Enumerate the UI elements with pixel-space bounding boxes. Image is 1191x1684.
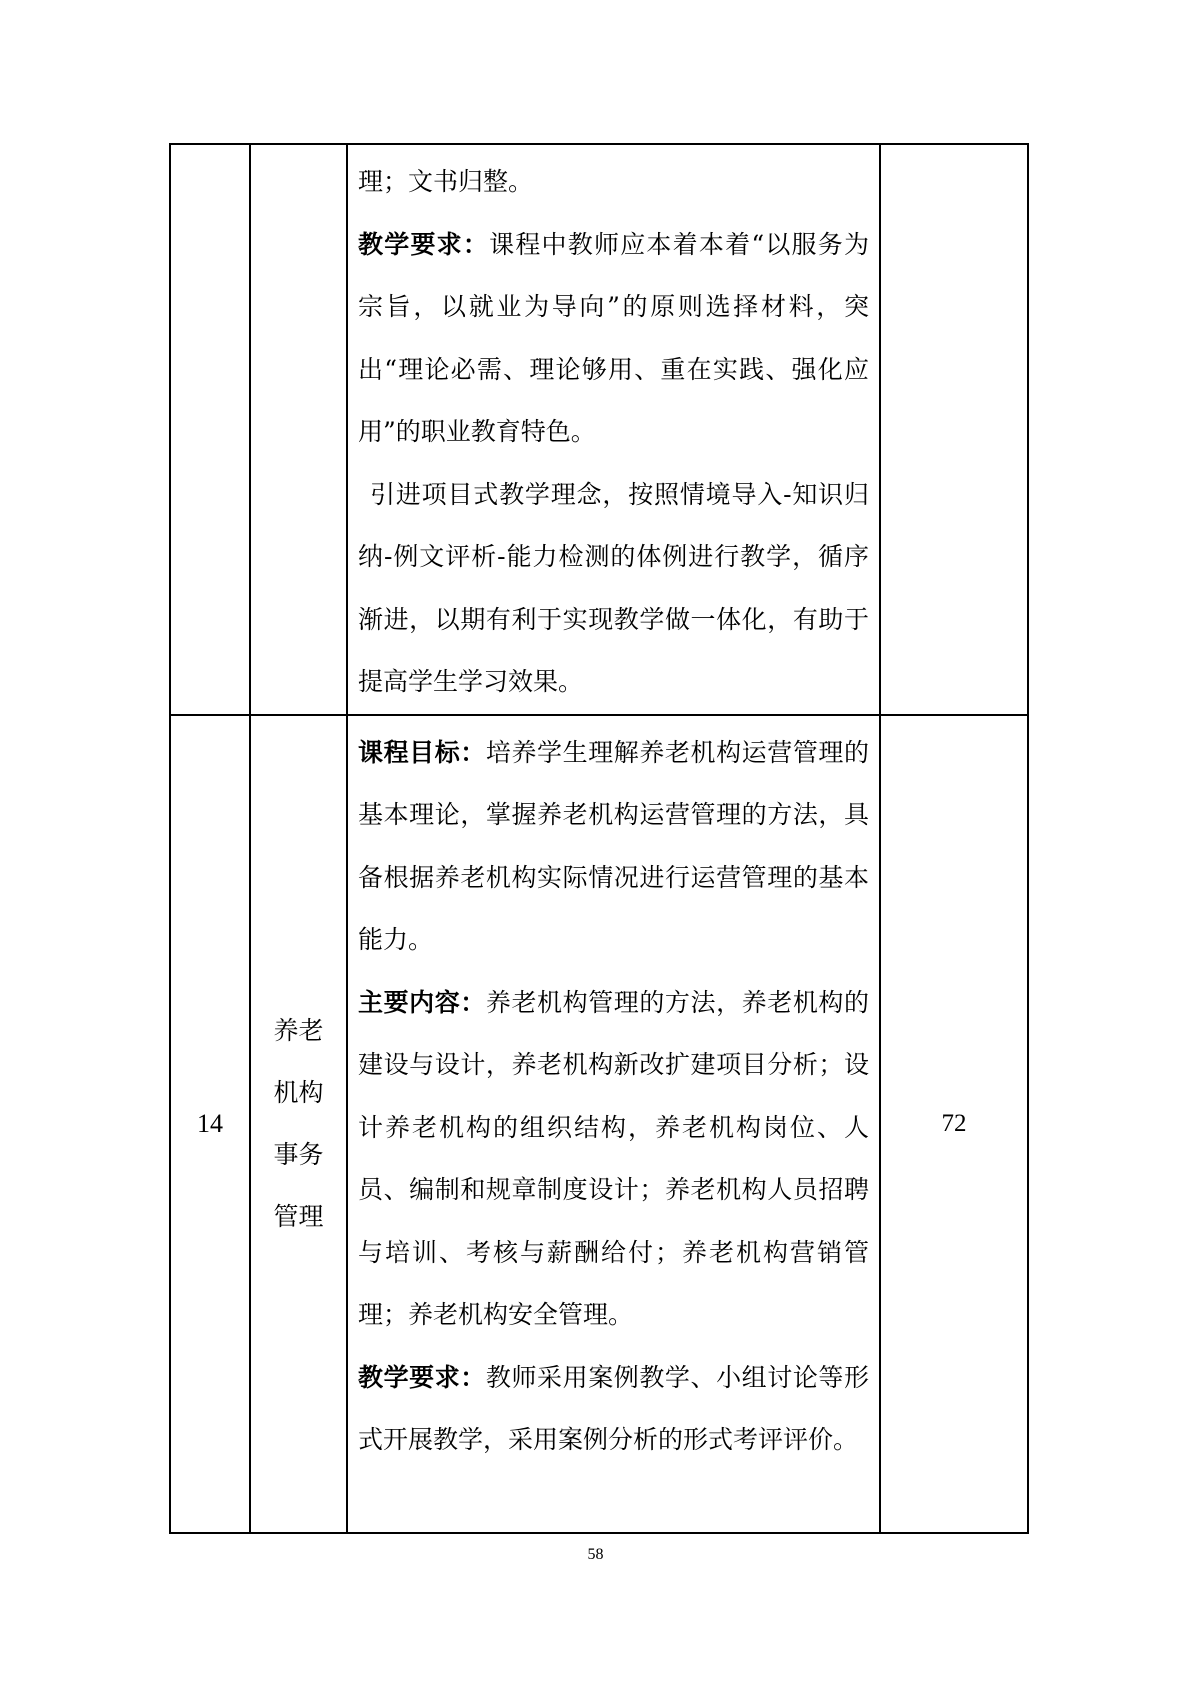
course-name-line: 养老 [273, 1015, 324, 1045]
description-paragraph [358, 151, 869, 214]
course-hours-cell: 72 [880, 715, 1028, 1533]
teaching-method-paragraph [358, 464, 869, 714]
paragraph-text: 课程中教师应本着本着“以服务为宗旨，以就业为导向”的原则选择材料，突出“理论必需、理论够用、重在实践、强化应用”的职业教育特色。 [358, 229, 869, 446]
course-hours-cell [880, 144, 1028, 715]
course-name-line: 管理 [273, 1201, 324, 1231]
main-content-paragraph [358, 972, 869, 1347]
course-objective-paragraph [358, 722, 869, 972]
curriculum-table [169, 143, 1029, 1534]
paragraph-text: 养老机构管理的方法，养老机构的建设与设计，养老机构新改扩建项目分析；设计养老机构的组织结构，养老机构岗位、人员、编制和规章制度设计；养老机构人员招聘与培训、考核与薪酬给付；养老机构营销管理；养老机构安全管理。 [358, 987, 869, 1329]
paragraph-label: 教学要求： [358, 229, 490, 259]
table-row-14 [170, 715, 1028, 1533]
paragraph-text: 教师采用案例教学、小组讨论等形式开展教学，采用案例分析的形式考评评价。 [358, 1362, 869, 1454]
teaching-requirements-paragraph [358, 214, 869, 464]
page-number: 58 [587, 1546, 604, 1563]
table-row-continued [170, 144, 1028, 715]
paragraph-text: 理；文书归整。 [358, 167, 534, 196]
course-description [348, 145, 879, 714]
course-name-line: 机构 [273, 1077, 324, 1107]
course-number-cell [170, 144, 250, 715]
course-description-cell [347, 144, 880, 715]
teaching-requirements-paragraph [358, 1347, 869, 1472]
course-number-cell: 14 [170, 715, 250, 1533]
course-description-cell [347, 715, 880, 1533]
course-name-cell [250, 144, 347, 715]
paragraph-label: 教学要求： [358, 1362, 486, 1392]
paragraph-text: 培养学生理解养老机构运营管理的基本理论，掌握养老机构运营管理的方法，具备根据养老机构实际情况进行运营管理的基本能力。 [358, 737, 869, 954]
paragraph-label: 主要内容： [358, 987, 486, 1017]
paragraph-text: 引进项目式教学理念，按照情境导入-知识归纳-例文评析-能力检测的体例进行教学，循序渐进，以期有利于实现教学做一体化，有助于提高学生学习效果。 [358, 479, 869, 696]
course-name-line: 事务 [273, 1139, 324, 1169]
paragraph-label: 课程目标： [358, 737, 486, 767]
course-name-cell [250, 715, 347, 1533]
course-description [348, 716, 879, 1472]
